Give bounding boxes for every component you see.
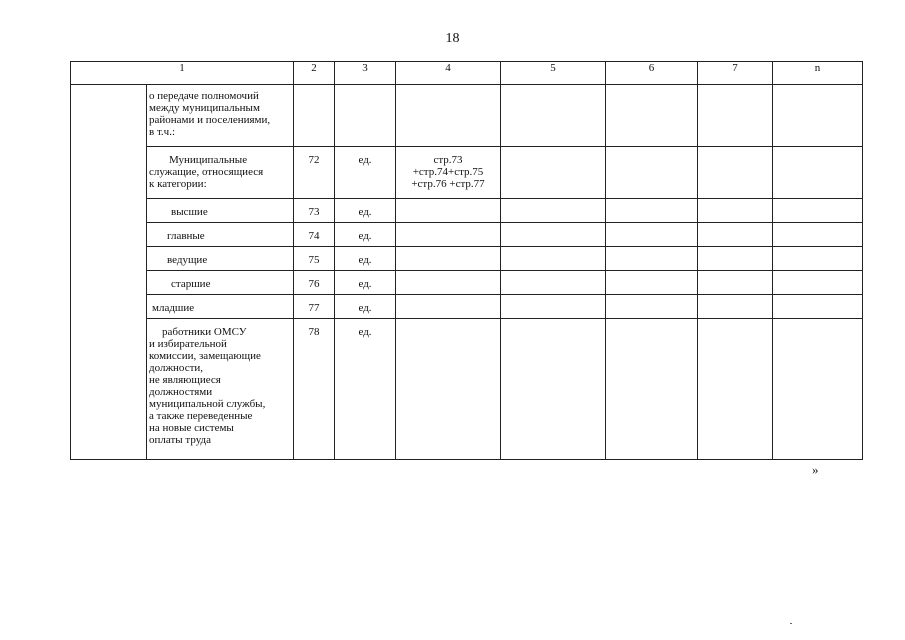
col7-cell (698, 295, 773, 319)
row-name-cell: высшие (147, 199, 294, 223)
coln-cell (773, 223, 863, 247)
col5-cell (501, 85, 606, 147)
table-row (71, 199, 863, 223)
unit-cell: ед. (335, 295, 396, 319)
col4-cell (396, 271, 501, 295)
code-cell: 72 (294, 147, 335, 199)
col7-cell (698, 199, 773, 223)
col5-cell (501, 271, 606, 295)
row-name-line: между муниципальным (149, 102, 260, 114)
row-name-cell (147, 147, 294, 199)
table-row (71, 223, 863, 247)
row-name-cell: ведущие (147, 247, 294, 271)
row-name-line: служащие, относящиеся (149, 166, 264, 178)
row-name-line: оплаты труда (149, 434, 212, 446)
table-row (71, 147, 863, 199)
col5-cell (501, 199, 606, 223)
col6-cell (606, 147, 698, 199)
col6-cell (606, 199, 698, 223)
col4-cell (396, 319, 501, 460)
row-name-cell (147, 319, 294, 460)
intro-name-cell (147, 85, 294, 147)
row-name-line: комиссии, замещающие (149, 350, 261, 362)
code-cell: 74 (294, 223, 335, 247)
code-cell: 78 (294, 319, 335, 460)
unit-cell: ед. (335, 199, 396, 223)
page-number: 18 (445, 31, 460, 46)
col7-cell (698, 85, 773, 147)
coln-cell (773, 247, 863, 271)
header-col-6: 6 (606, 62, 698, 85)
col4-cell (396, 85, 501, 147)
col4-cell (396, 199, 501, 223)
header-row (71, 62, 863, 85)
row-name-line: в т.ч.: (149, 126, 176, 138)
table-row (71, 295, 863, 319)
row-name-line: на новые системы (149, 422, 234, 434)
code-cell (294, 85, 335, 147)
scan-speck (790, 623, 792, 624)
table-row (71, 319, 863, 460)
header-col-3: 3 (335, 62, 396, 85)
coln-cell (773, 85, 863, 147)
col6-cell (606, 85, 698, 147)
header-col-2: 2 (294, 62, 335, 85)
unit-cell: ед. (335, 319, 396, 460)
col4-cell (396, 223, 501, 247)
coln-cell (773, 147, 863, 199)
header-col-1: 1 (71, 62, 294, 85)
header-col-4: 4 (396, 62, 501, 85)
header-col-n: n (773, 62, 863, 85)
col7-cell (698, 271, 773, 295)
row-name-cell: младшие (147, 295, 294, 319)
col5-cell (501, 247, 606, 271)
row-name-cell: главные (147, 223, 294, 247)
col7-cell (698, 247, 773, 271)
unit-cell (335, 85, 396, 147)
table-row (71, 85, 863, 147)
col5-cell (501, 295, 606, 319)
formula-line: +стр.76 +стр.77 (411, 178, 485, 190)
unit-cell: ед. (335, 147, 396, 199)
row-name-line: о передаче полномочий (149, 90, 259, 102)
col6-cell (606, 271, 698, 295)
col7-cell (698, 319, 773, 460)
coln-cell (773, 295, 863, 319)
row-name-line: и избирательной (149, 338, 227, 350)
row-name-line: к категории: (149, 178, 207, 190)
col6-cell (606, 247, 698, 271)
coln-cell (773, 199, 863, 223)
row-name-line: Муниципальные (169, 154, 248, 166)
table-row (71, 247, 863, 271)
col7-cell (698, 147, 773, 199)
unit-cell: ед. (335, 223, 396, 247)
col6-cell (606, 295, 698, 319)
col7-cell (698, 223, 773, 247)
col6-cell (606, 319, 698, 460)
code-cell: 73 (294, 199, 335, 223)
code-cell: 76 (294, 271, 335, 295)
col5-cell (501, 319, 606, 460)
col6-cell (606, 223, 698, 247)
formula-line: +стр.74+стр.75 (412, 166, 484, 178)
row-name-line: районами и поселениями, (149, 114, 271, 126)
row-name-line: муниципальной службы, (149, 398, 266, 410)
col5-cell (501, 223, 606, 247)
col4-cell (396, 295, 501, 319)
closing-quote-mark: » (812, 462, 819, 477)
row-name-line: не являющиеся (149, 374, 221, 386)
coln-cell (773, 319, 863, 460)
unit-cell: ед. (335, 247, 396, 271)
table-row (71, 271, 863, 295)
row-name-cell: старшие (147, 271, 294, 295)
code-cell: 75 (294, 247, 335, 271)
header-col-7: 7 (698, 62, 773, 85)
unit-cell: ед. (335, 271, 396, 295)
formula-line: стр.73 (433, 154, 463, 166)
code-cell: 77 (294, 295, 335, 319)
row-name-line: должностями (149, 386, 213, 398)
col4-cell (396, 247, 501, 271)
coln-cell (773, 271, 863, 295)
row-name-line: а также переведенные (149, 410, 253, 422)
left-blank-cell (71, 85, 147, 460)
formula-cell (396, 147, 501, 199)
report-table (70, 61, 863, 460)
row-name-line: работники ОМСУ (162, 326, 247, 338)
header-col-5: 5 (501, 62, 606, 85)
col5-cell (501, 147, 606, 199)
row-name-line: должности, (149, 362, 204, 374)
